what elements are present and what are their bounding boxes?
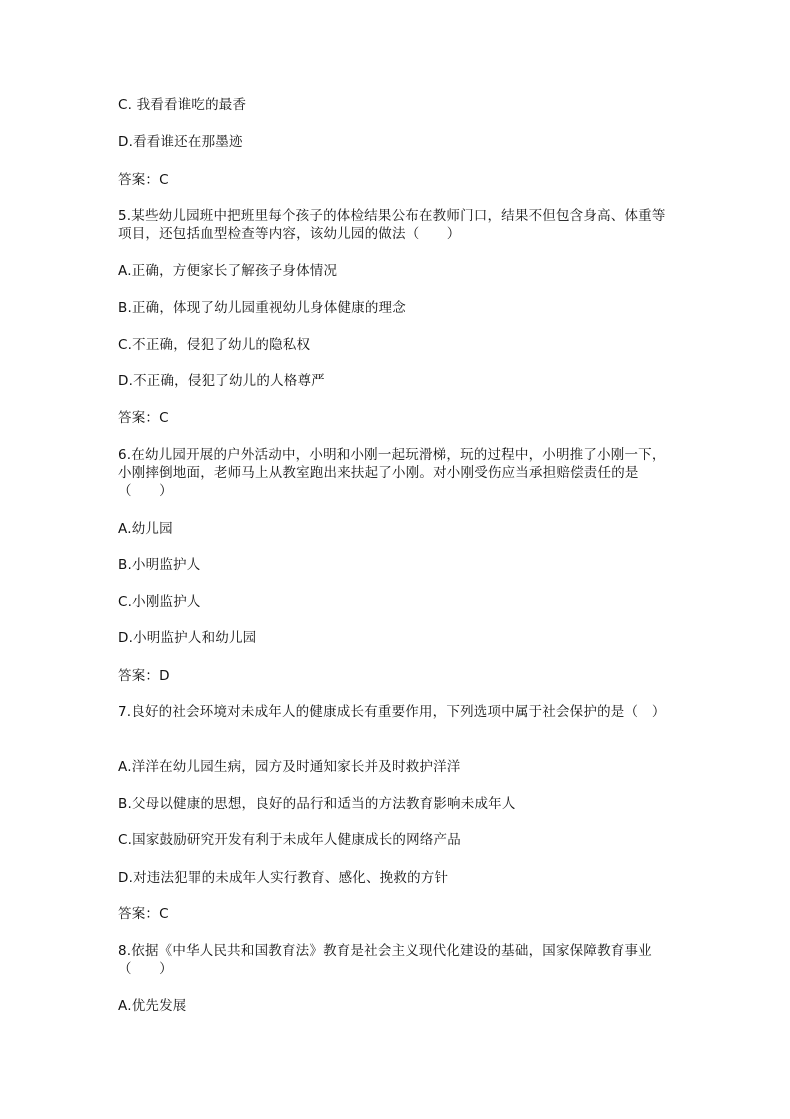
option-a-q8: A.优先发展 <box>118 998 187 1014</box>
question-5: 5.某些幼儿园班中把班里每个孩子的体检结果公布在教师门口，结果不但包含身高、体重等项目，还包括血型检查等内容，该幼儿园的做法（ ） <box>118 208 666 242</box>
question-8: 8.依据《中华人民共和国教育法》教育是社会主义现代化建设的基础，国家保障教育事业（ ） <box>118 943 652 977</box>
option-b-q7: B.父母以健康的思想，良好的品行和适当的方法教育影响未成年人 <box>118 796 516 812</box>
answer-q6: 答案：D <box>118 668 170 684</box>
option-d-q6: D.小明监护人和幼儿园 <box>118 630 257 646</box>
option-c-q4: C. 我看看谁吃的最香 <box>118 97 247 113</box>
option-d-q5: D.不正确，侵犯了幼儿的人格尊严 <box>118 373 325 389</box>
question-6: 6.在幼儿园开展的户外活动中，小明和小刚一起玩滑梯，玩的过程中，小明推了小刚一下，小刚摔倒地面，老师马上从教室跑出来扶起了小刚。对小刚受伤应当承担赔偿责任的是（ ） <box>118 447 666 499</box>
option-c-q5: C.不正确，侵犯了幼儿的隐私权 <box>118 337 311 353</box>
question-7: 7.良好的社会环境对未成年人的健康成长有重要作用，下列选项中属于社会保护的是（ ） <box>118 704 666 720</box>
option-b-q6: B.小明监护人 <box>118 557 201 573</box>
option-c-q7: C.国家鼓励研究开发有利于未成年人健康成长的网络产品 <box>118 832 461 848</box>
answer-q7: 答案：C <box>118 906 169 922</box>
answer-q4: 答案：C <box>118 172 169 188</box>
option-a-q5: A.正确，方便家长了解孩子身体情况 <box>118 263 338 279</box>
option-d-q7: D.对违法犯罪的未成年人实行教育、感化、挽救的方针 <box>118 870 449 886</box>
answer-q5: 答案：C <box>118 410 169 426</box>
option-c-q6: C.小刚监护人 <box>118 594 201 610</box>
option-d-q4: D.看看谁还在那墨迹 <box>118 134 243 150</box>
option-a-q6: A.幼儿园 <box>118 521 173 537</box>
option-b-q5: B.正确，体现了幼儿园重视幼儿身体健康的理念 <box>118 300 406 316</box>
option-a-q7: A.洋洋在幼儿园生病，园方及时通知家长并及时救护洋洋 <box>118 759 461 775</box>
